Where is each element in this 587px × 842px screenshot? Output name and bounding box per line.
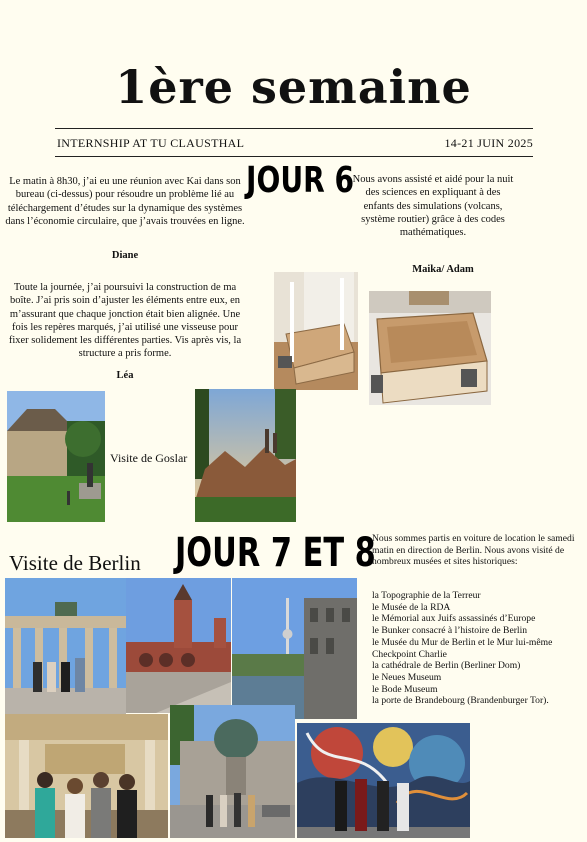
header-rule-bottom [55,156,533,157]
page-title: 1ère semaine [115,60,472,114]
box-photo-2 [369,291,491,405]
maika-paragraph: Nous avons assisté et aidé pour la nuit des sciences en expliquant à des enfants des simulations (volcans, système routier) grâce à des codes mathématiques. [352,174,514,239]
lea-signature: Léa [116,370,134,381]
list-item: le Bunker consacré à l’histoire de Berlin [372,625,528,637]
berlin-intro: Nous sommes partis en voiture de location le samedi matin en direction de Berlin. Nous avons visité de nombreux musées et sites historiques: [372,533,575,568]
header-right: 14-21 JUIN 2025 [444,136,533,150]
list-item: le Musée du Mur de Berlin et le Mur lui-même [372,636,553,648]
berlin-photo-wall [297,723,470,838]
goslar-caption: Visite de Goslar [110,451,188,465]
lea-paragraph: Toute la journée, j’ai poursuivi la construction de ma boîte. J’ai pris soin d’ajuster les éléments entre eux, en m’assurant que chaque jonction était bien alignée. Une fois les repères marqués, j’ai utilisé une visseuse pour fixer solidement les différentes parties. Vis après vis, la structure a pris forme. [8,282,242,360]
berlin-photo-oberbaum [126,578,231,713]
list-item: le Bode Museum [372,683,438,695]
diane-signature: Diane [111,250,139,261]
goslar-photo-2 [195,389,296,522]
berlin-photo-museum [5,714,168,838]
day78-heading: JOUR 7 ET 8 [175,530,376,576]
berlin-caption: Visite de Berlin [9,551,141,575]
list-item: la porte de Brandebourg (Brandenburger Tor). [372,695,549,707]
goslar-photo-1 [7,391,105,522]
berlin-photo-cathedral [170,705,295,838]
berlin-photo-tvtower [232,578,357,719]
list-item: le Neues Museum [372,671,442,683]
header-rule-top [55,128,533,129]
diane-paragraph: Le matin à 8h30, j’ai eu une réunion avec Kai dans son bureau (ci-dessus) pour résoudre un problème lié au téléchargement d’études sur la dynamique des systèmes dans l’économie circulaire, que j’avais trouvées en ligne. [5,176,245,227]
berlin-sites-list [372,590,587,707]
list-item: la cathédrale de Berlin (Berliner Dom) [372,660,521,672]
list-item: le Musée de la RDA [372,601,451,613]
list-item: Checkpoint Charlie [372,648,447,660]
list-item: le Mémorial aux Juifs assassinés d’Europe [372,613,536,625]
box-photo-1 [274,272,358,390]
list-item: la Topographie de la Terreur [372,590,481,601]
berlin-photo-brandenburg [5,578,126,714]
maika-signature: Maika/ Adam [412,264,474,275]
day6-heading: JOUR 6 [246,160,355,201]
header-left: INTERNSHIP AT TU CLAUSTHAL [57,136,245,150]
